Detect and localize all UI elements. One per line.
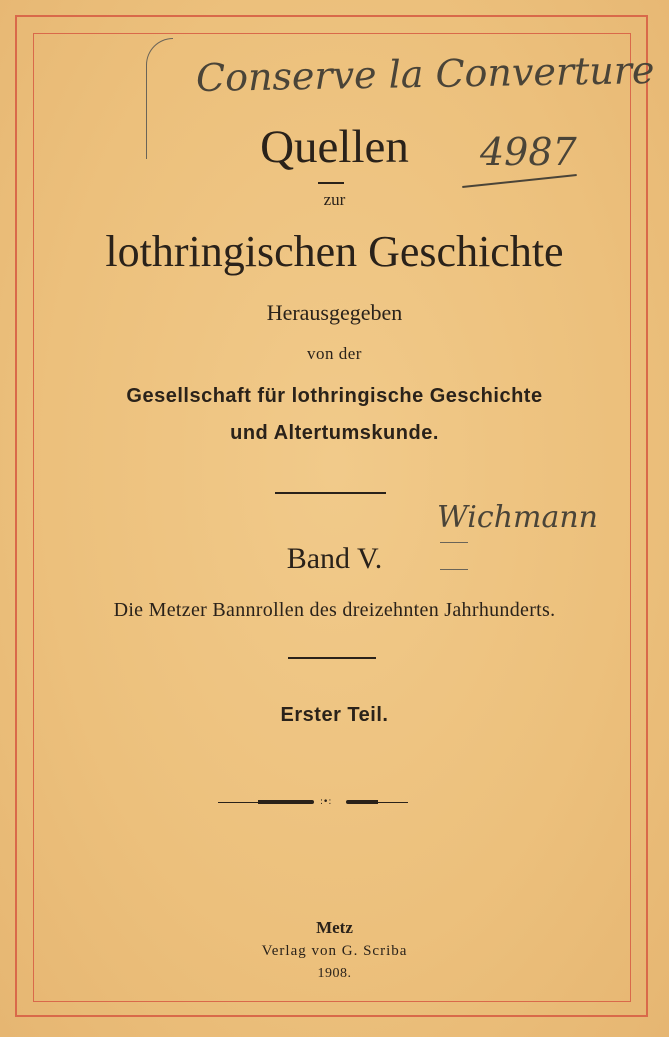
- volume-part: Erster Teil.: [280, 704, 389, 726]
- handwritten-author-name: Wichmann: [437, 500, 599, 535]
- volume-band: Band V.: [286, 542, 383, 575]
- title-zur: zur: [323, 190, 346, 209]
- imprint-year: 1908.: [317, 966, 352, 981]
- ornamental-rule: :•:: [218, 800, 408, 804]
- handwritten-top-note: Conserve la Converture: [195, 48, 655, 100]
- divider-rule-1: [275, 492, 386, 494]
- divider-rule-2: [288, 657, 376, 659]
- society-name-line2: und Altertumskunde.: [230, 422, 439, 444]
- handwritten-catalog-number: 4987: [480, 130, 577, 174]
- herausgegeben-label: Herausgegeben: [266, 300, 403, 325]
- title-lothringischen-geschichte: lothringischen Geschichte: [105, 227, 564, 276]
- title-quellen: Quellen: [260, 121, 409, 173]
- volume-subtitle: Die Metzer Bannrollen des dreizehnten Jahrhunderts.: [113, 599, 556, 621]
- imprint-publisher: Verlag von G. Scriba: [261, 943, 408, 959]
- society-name-line1: Gesellschaft für lothringische Geschichte: [126, 385, 543, 407]
- imprint-city: Metz: [316, 918, 353, 937]
- von-der-label: von der: [307, 344, 362, 363]
- title-dash: [318, 182, 344, 184]
